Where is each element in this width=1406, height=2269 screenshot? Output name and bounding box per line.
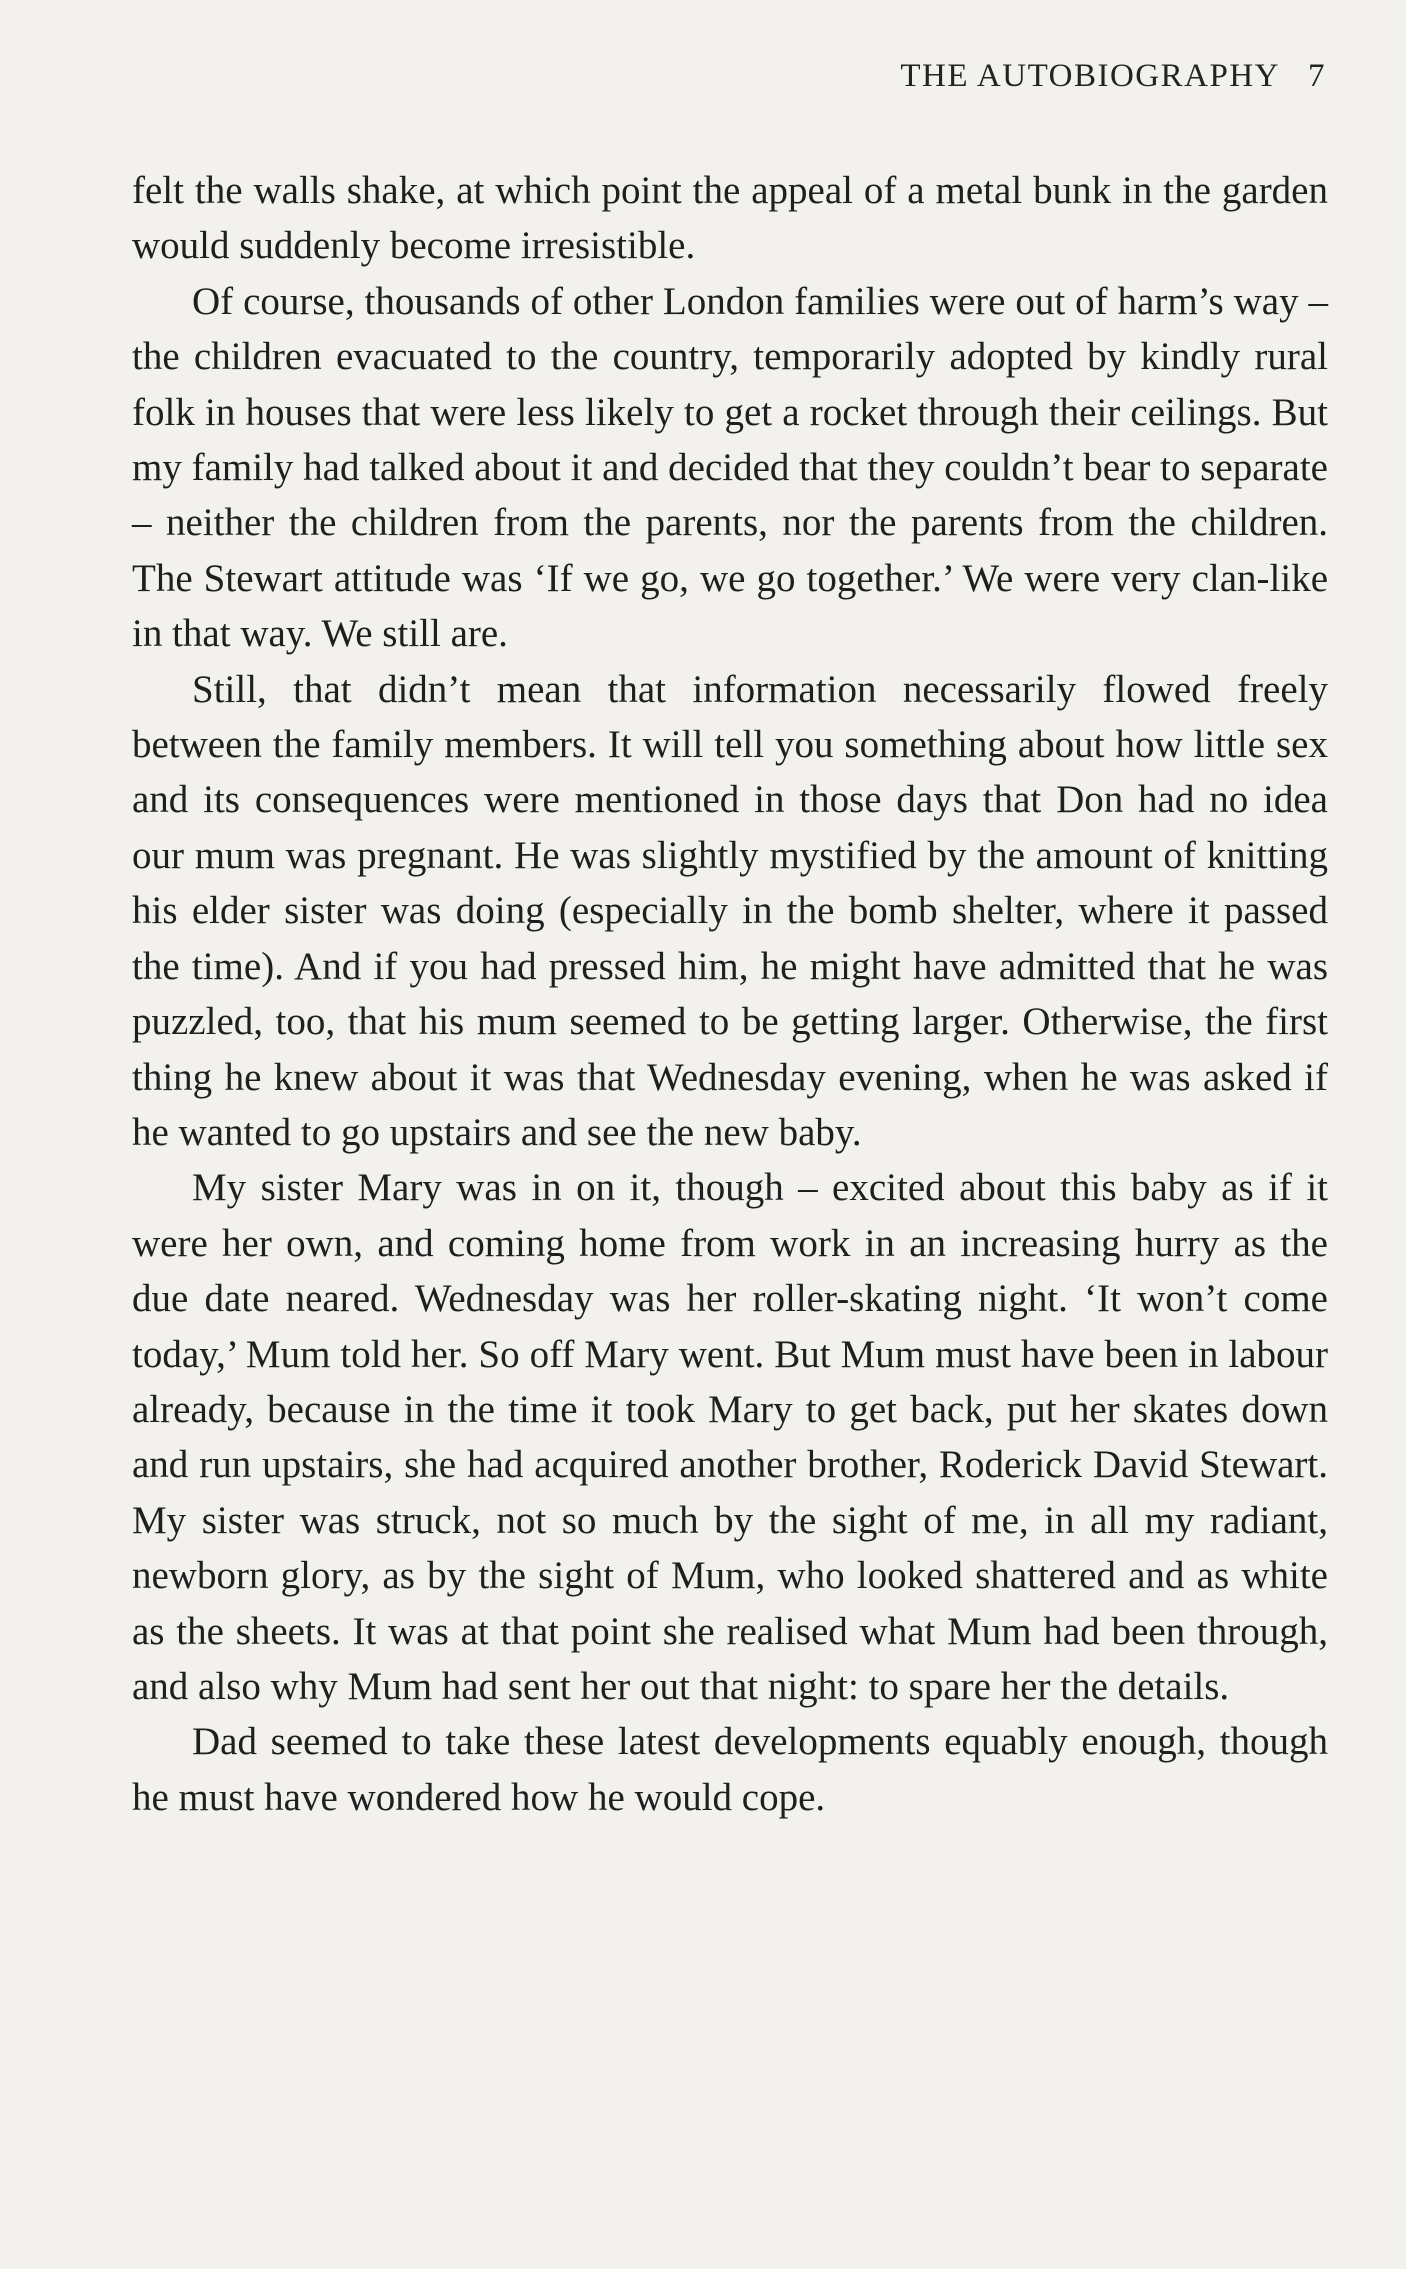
paragraph: Of course, thousands of other London families were out of harm’s way – the children evacuated to the country, temporarily adopted by kindly rural folk in houses that were less likely to get a rocket through their ceilings. But my family had talked about it and decided that they couldn’t bear to separate – neither the children from the parents, nor the parents from the children. The Stewart attitude was ‘If we go, we go together.’ We were very clan-like in that way. We still are. bbox=[132, 279, 1328, 656]
paragraph: Dad seemed to take these latest developments equably enough, though he must have wondered how he would cope. bbox=[132, 1720, 1328, 1819]
paragraph: Still, that didn’t mean that information necessarily flowed freely between the family members. It will tell you something about how little sex and its consequences were mentioned in those days that Don had no idea our mum was pregnant. He was slightly mystified by the amount of knitting his elder sister was doing (especially in the bomb shelter, where it passed the time). And if you had pressed him, he might have admitted that he was puzzled, too, that his mum seemed to be getting larger. Otherwise, the first thing he knew about it was that Wednesday evening, when he was asked if he wanted to go upstairs and see the new baby. bbox=[132, 667, 1328, 1154]
running-head bbox=[900, 58, 1326, 95]
paragraph: My sister Mary was in on it, though – excited about this baby as if it were her own, and coming home from work in an increasing hurry as the due date neared. Wednesday was her roller-skating night. ‘It won’t come today,’ Mum told her. So off Mary went. But Mum must have been in labour already, because in the time it took Mary to get back, put her skates down and run upstairs, she had acquired another brother, Roderick David Stewart. My sister was struck, not so much by the sight of me, in all my radiant, newborn glory, as by the sight of Mum, who looked shattered and as white as the sheets. It was at that point she realised what Mum had been through, and also why Mum had sent her out that night: to spare her the details. bbox=[132, 1166, 1328, 1708]
page-number: 7 bbox=[1308, 58, 1326, 94]
paragraph: felt the walls shake, at which point the appeal of a metal bunk in the garden would suddenly become irresistible. bbox=[132, 169, 1328, 268]
body-text bbox=[132, 163, 1328, 1825]
running-title: THE AUTOBIOGRAPHY bbox=[900, 58, 1280, 94]
